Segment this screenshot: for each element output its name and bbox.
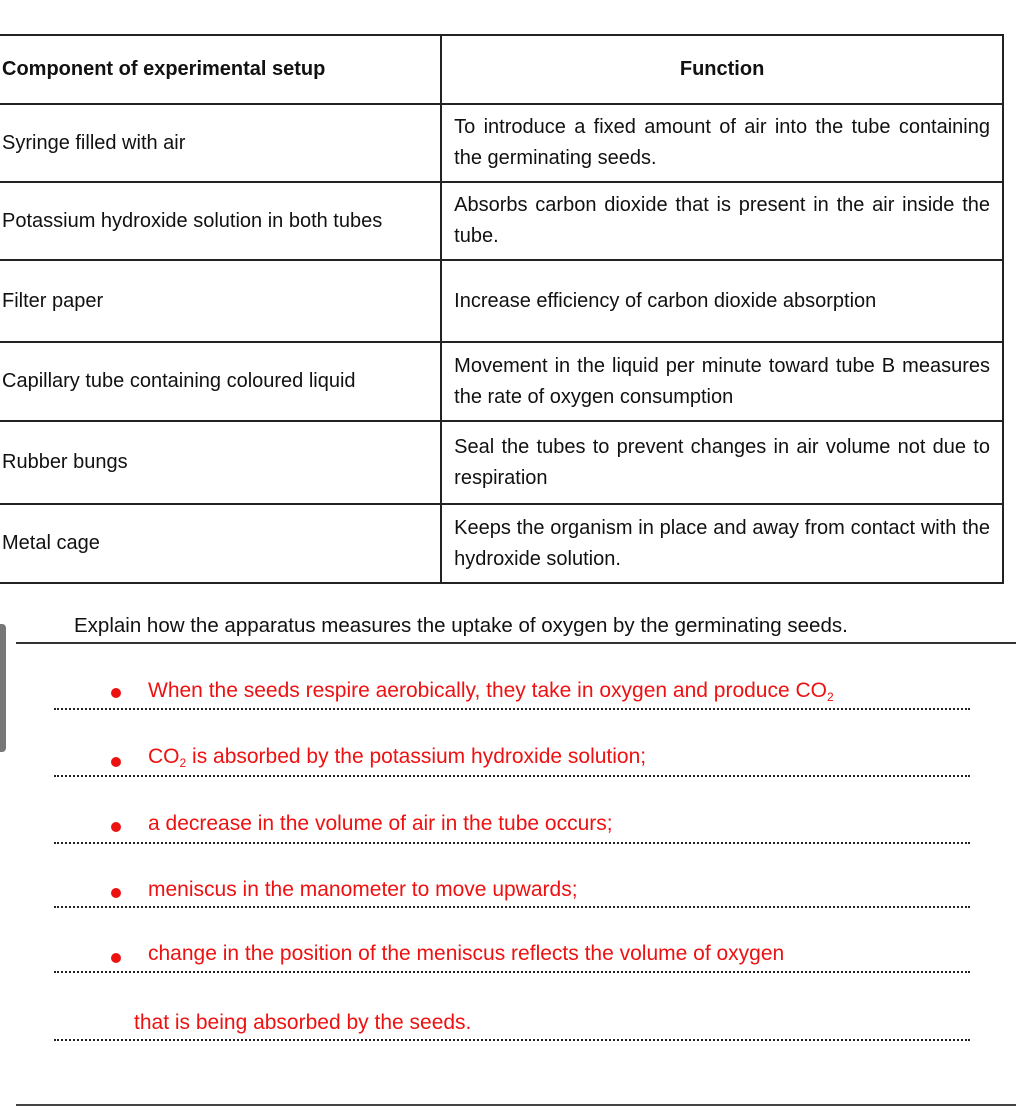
answer-line	[54, 971, 970, 973]
subscript-2: 2	[827, 690, 834, 704]
component-cell: Syringe filled with air	[0, 104, 441, 182]
table-row	[0, 421, 1003, 504]
header-component: Component of experimental setup	[0, 35, 441, 104]
component-cell: Capillary tube containing coloured liquid	[0, 342, 441, 421]
component-cell: Rubber bungs	[0, 421, 441, 504]
function-cell: Absorbs carbon dioxide that is present in the air inside the tube.	[441, 182, 1003, 260]
answer-point-1-text: When the seeds respire aerobically, they take in oxygen and produce CO	[148, 679, 827, 702]
table-row	[0, 342, 1003, 421]
table-header-row	[0, 35, 1003, 104]
function-cell: Keeps the organism in place and away from contact with the hydroxide solution.	[441, 504, 1003, 583]
bullet-icon	[111, 888, 121, 898]
scroll-handle[interactable]	[0, 624, 6, 752]
answer-point-1	[148, 679, 834, 703]
experimental-setup-table	[0, 34, 1004, 584]
subscript-2: 2	[179, 756, 187, 770]
bottom-divider	[16, 1104, 1016, 1106]
bullet-icon	[111, 822, 121, 832]
answer-point-5: change in the position of the meniscus reflects the volume of oxygen	[148, 942, 785, 965]
function-cell: Movement in the liquid per minute toward tube B measures the rate of oxygen consumption	[441, 342, 1003, 421]
bullet-icon	[111, 757, 121, 767]
answer-point-2-prefix: CO	[148, 745, 180, 768]
table-row	[0, 182, 1003, 260]
table-row	[0, 504, 1003, 583]
answer-line	[54, 1039, 970, 1041]
answer-continuation: that is being absorbed by the seeds.	[134, 1011, 472, 1034]
header-function: Function	[441, 35, 1003, 104]
bullet-icon	[111, 688, 121, 698]
question-divider	[16, 642, 1016, 644]
component-cell: Filter paper	[0, 260, 441, 342]
table-row	[0, 104, 1003, 182]
answer-line	[54, 775, 970, 777]
question-text: Explain how the apparatus measures the uptake of oxygen by the germinating seeds.	[74, 614, 848, 637]
function-cell: To introduce a fixed amount of air into the tube containing the germinating seeds.	[441, 104, 1003, 182]
answer-line	[54, 708, 970, 710]
function-cell: Seal the tubes to prevent changes in air volume not due to respiration	[441, 421, 1003, 504]
table-row	[0, 260, 1003, 342]
bullet-icon	[111, 953, 121, 963]
answer-point-2-text: is absorbed by the potassium hydroxide solution;	[186, 745, 647, 768]
answer-line	[54, 906, 970, 908]
component-cell: Potassium hydroxide solution in both tubes	[0, 182, 441, 260]
answer-point-2	[148, 745, 646, 769]
function-cell: Increase efficiency of carbon dioxide absorption	[441, 260, 1003, 342]
answer-point-4: meniscus in the manometer to move upwards;	[148, 878, 578, 901]
answer-point-3: a decrease in the volume of air in the tube occurs;	[148, 812, 613, 835]
component-cell: Metal cage	[0, 504, 441, 583]
answer-line	[54, 842, 970, 844]
